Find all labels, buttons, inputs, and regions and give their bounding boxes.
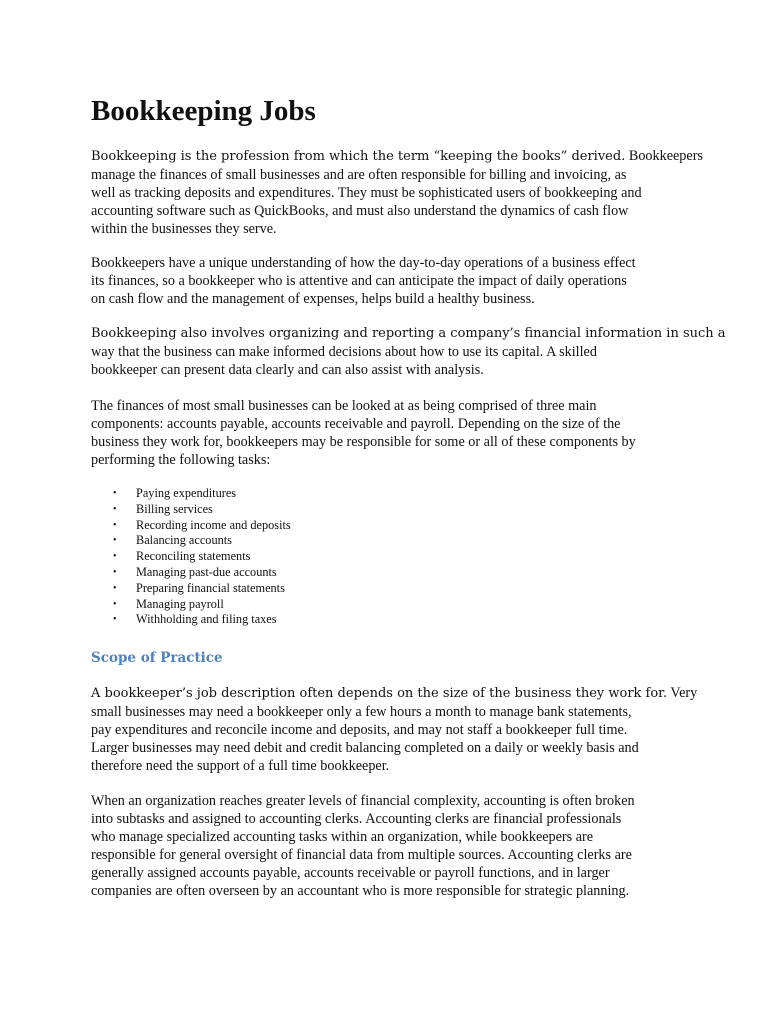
scope-sentence-1: A bookkeeper’s job description often depends on the size of the business they work for. — [91, 686, 668, 701]
list-item — [113, 549, 291, 565]
list-item — [113, 597, 291, 613]
text-line: When an organization reaches greater levels of financial complexity, accounting is often broken — [91, 793, 635, 809]
text-line: way that the business can make informed decisions about how to use its capital. A skilled — [91, 344, 597, 360]
text-line: small businesses may need a bookkeeper only a few hours a month to manage bank statements, — [91, 704, 632, 720]
section-heading-scope: Scope of Practice — [91, 650, 223, 666]
bullet-icon: • — [113, 535, 117, 547]
bullet-icon: • — [113, 614, 117, 626]
text-line: The finances of most small businesses can be looked at as being comprised of three main — [91, 398, 597, 414]
list-item-label: Paying expenditures — [136, 486, 237, 500]
text-line: within the businesses they serve. — [91, 221, 277, 237]
bullet-icon: • — [113, 503, 117, 515]
text-line: its finances, so a bookkeeper who is attentive and can anticipate the impact of daily operations — [91, 273, 627, 289]
list-item-label: Managing past-due accounts — [136, 564, 277, 579]
text-line: components: accounts payable, accounts receivable and payroll. Depending on the size of the — [91, 416, 621, 432]
intro-paragraph — [91, 147, 703, 238]
list-item-label: Recording income and deposits — [136, 517, 291, 532]
paragraph-scope-complexity — [91, 792, 635, 900]
list-item — [113, 612, 291, 628]
text-line: companies are often overseen by an accountant who is more responsible for strategic planning. — [91, 883, 630, 899]
text-line — [91, 684, 697, 703]
list-item — [113, 486, 291, 502]
list-item-label: Withholding and filing taxes — [136, 612, 277, 627]
task-list — [113, 486, 291, 628]
list-item — [113, 518, 291, 534]
text-line: Bookkeepers have a unique understanding of how the day-to-day operations of a business effect — [91, 255, 636, 271]
text-line: Bookkeeping also involves organizing and reporting a company’s financial information in such a — [91, 326, 726, 341]
text-line: generally assigned accounts payable, accounts receivable or payroll functions, and in larger — [91, 865, 610, 881]
bullet-icon: • — [113, 488, 117, 499]
paragraph-scope-size — [91, 684, 697, 775]
scope-line-1-end: Very — [667, 685, 698, 701]
text-line: performing the following tasks: — [91, 452, 271, 468]
text-line: bookkeeper can present data clearly and can also assist with analysis. — [91, 362, 484, 378]
text-line — [91, 147, 703, 166]
text-line: pay expenditures and reconcile income and deposits, and may not staff a bookkeeper full time. — [91, 722, 628, 738]
list-item-label: Preparing financial statements — [136, 580, 285, 595]
bullet-icon: • — [113, 582, 117, 594]
list-item-label: Reconciling statements — [136, 549, 251, 564]
bullet-icon: • — [113, 566, 117, 578]
bullet-icon: • — [113, 551, 117, 563]
text-line: therefore need the support of a full time bookkeeper. — [91, 758, 390, 774]
list-item — [113, 502, 291, 518]
text-line: into subtasks and assigned to accounting clerks. Accounting clerks are financial professionals — [91, 811, 622, 827]
text-line: responsible for general oversight of financial data from multiple sources. Accounting clerks are — [91, 847, 632, 863]
text-line: on cash flow and the management of expenses, helps build a healthy business. — [91, 291, 535, 307]
intro-sentence-1: Bookkeeping is the profession from which the term “keeping the books” derived. — [91, 149, 626, 164]
list-item-label: Managing payroll — [136, 596, 224, 611]
list-item — [113, 533, 291, 549]
list-item-label: Balancing accounts — [136, 533, 232, 548]
list-item-label: Billing services — [136, 501, 213, 516]
bullet-icon: • — [113, 519, 117, 531]
list-item — [113, 565, 291, 581]
list-item — [113, 581, 291, 597]
paragraph-reporting — [91, 325, 726, 379]
intro-line-1-end: Bookkeepers — [625, 148, 703, 164]
text-line: manage the finances of small businesses and are often responsible for billing and invoicing, as — [91, 167, 627, 183]
text-line: accounting software such as QuickBooks, and must also understand the dynamics of cash flow — [91, 203, 629, 219]
text-line: business they work for, bookkeepers may be responsible for some or all of these components by — [91, 434, 636, 450]
text-line: well as tracking deposits and expenditures. They must be sophisticated users of bookkeeping and — [91, 185, 642, 201]
bullet-icon: • — [113, 598, 117, 610]
paragraph-components — [91, 397, 636, 469]
paragraph-operations — [91, 254, 636, 308]
text-line: Larger businesses may need debit and credit balancing completed on a daily or weekly basis and — [91, 740, 639, 756]
text-line: who manage specialized accounting tasks within an organization, while bookkeepers are — [91, 829, 594, 845]
document-title: Bookkeeping Jobs — [91, 95, 316, 127]
